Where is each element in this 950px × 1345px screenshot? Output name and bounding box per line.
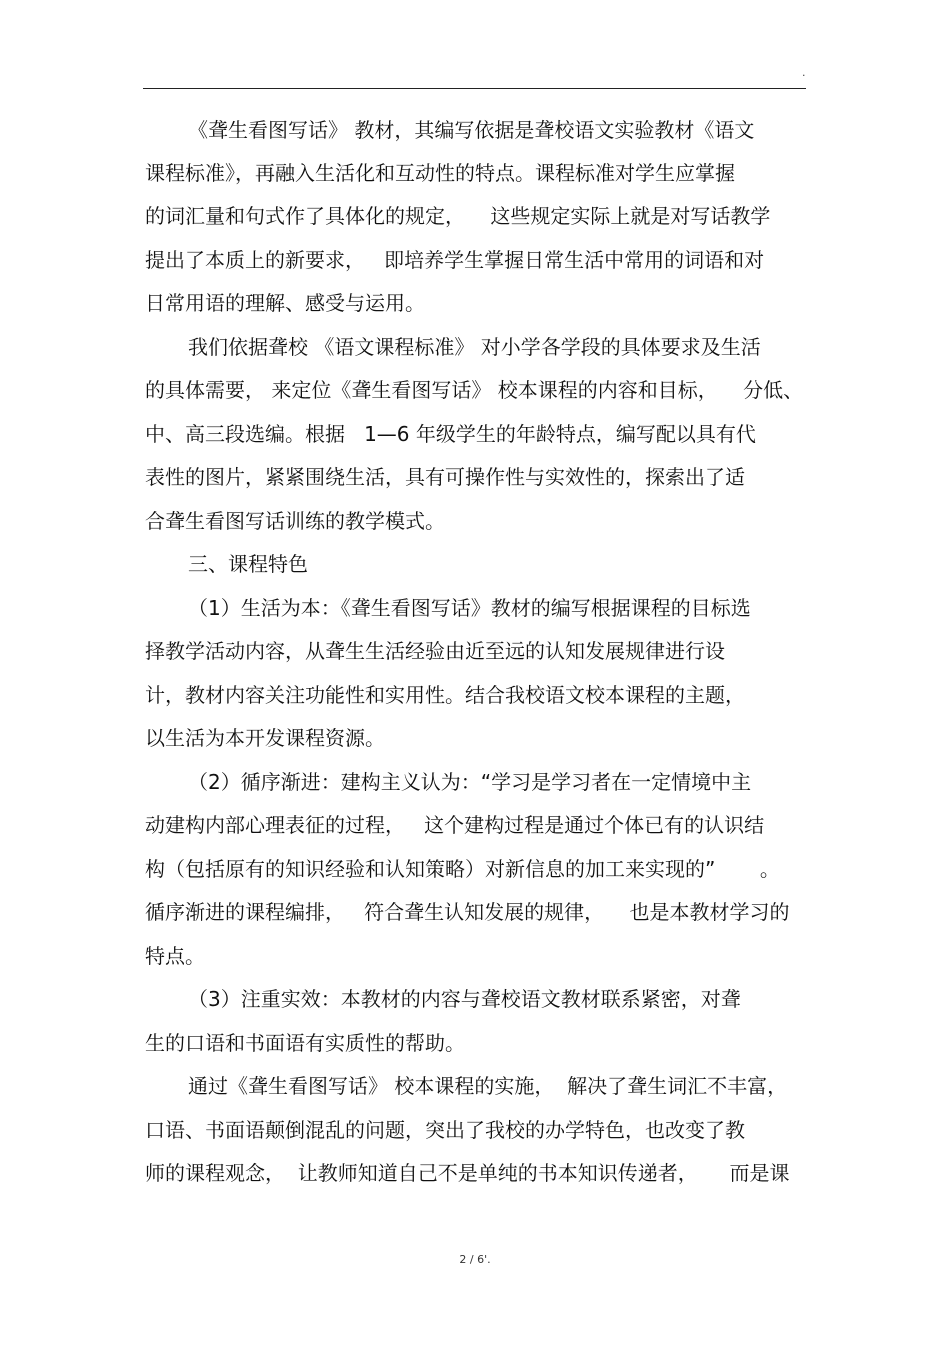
text-line: 中、高三段选编。根据 1—6 年级学生的年龄特点，编写配以具有代 (145, 422, 756, 446)
text-line: 我们依据聋校 《语文课程标准》 对小学各学段的具体要求及生活 (188, 335, 761, 359)
text-line: 提出了本质上的新要求， 即培养学生掌握日常生活中常用的词语和对 (145, 248, 765, 272)
text-line: 的具体需要， 来定位《聋生看图写话》 校本课程的内容和目标， 分低、 (145, 378, 804, 402)
page-number: 2 / 6'. (459, 1253, 491, 1266)
header-rule (143, 88, 806, 89)
text-line: 合聋生看图写话训练的教学模式。 (145, 509, 445, 533)
text-line: （3）注重实效：本教材的内容与聋校语文教材联系紧密，对聋 (188, 987, 741, 1011)
text-line: 课程标准》，再融入生活化和互动性的特点。课程标准对学生应掌握 (145, 161, 735, 185)
text-line: 循序渐进的课程编排， 符合聋生认知发展的规律， 也是本教材学习的 (145, 900, 790, 924)
text-line: 通过《聋生看图写话》 校本课程的实施， 解决了聋生词汇不丰富， (188, 1074, 788, 1098)
text-line: 特点。 (145, 944, 205, 968)
text-line: （2）循序渐进：建构主义认为：“学习是学习者在一定情境中主 (188, 770, 752, 794)
text-line: 构（包括原有的知识经验和认知策略）对新信息的加工来实现的” 。 (145, 857, 780, 881)
text-line: 表性的图片，紧紧围绕生活，具有可操作性与实效性的，探索出了适 (145, 465, 745, 489)
text-line: 的词汇量和句式作了具体化的规定， 这些规定实际上就是对写话教学 (145, 204, 771, 228)
text-line: 以生活为本开发课程资源。 (145, 726, 385, 750)
section-heading: 三、课程特色 (188, 552, 308, 576)
text-line: 口语、书面语颠倒混乱的问题，突出了我校的办学特色，也改变了教 (145, 1118, 745, 1142)
text-line: 择教学活动内容，从聋生生活经验由近至远的认知发展规律进行设 (145, 639, 725, 663)
text-line: 师的课程观念， 让教师知道自己不是单纯的书本知识传递者， 而是课 (145, 1161, 790, 1185)
text-line: 日常用语的理解、感受与运用。 (145, 291, 425, 315)
text-line: （1）生活为本：《聋生看图写话》教材的编写根据课程的目标选 (188, 596, 751, 620)
text-line: 计，教材内容关注功能性和实用性。结合我校语文校本课程的主题， (145, 683, 745, 707)
text-line: 生的口语和书面语有实质性的帮助。 (145, 1031, 465, 1055)
header-mark: . (802, 66, 806, 79)
text-line: 动建构内部心理表征的过程， 这个建构过程是通过个体已有的认识结 (145, 813, 765, 837)
text-line: 《聋生看图写话》 教材，其编写依据是聋校语文实验教材《语文 (188, 118, 755, 142)
